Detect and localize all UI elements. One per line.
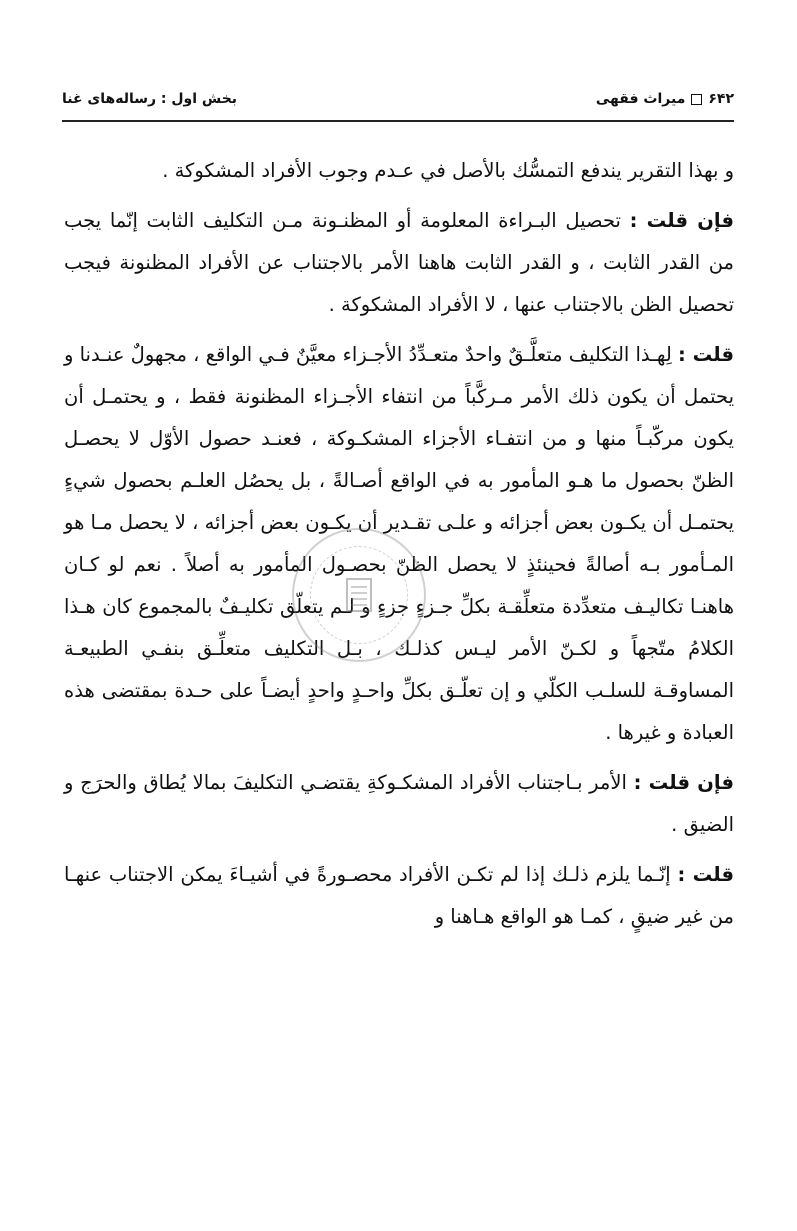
section-title: بخش اول : رساله‌های غنا [62, 91, 238, 107]
paragraph-text: تحصيل البـراءة المعلومة أو المظنـونة مـن التكليف الثابت إنّما يجب من القدر الثابت ، و القدر الثابت هاهنا الأمر بالاجتناب عن الأفراد المظنونة فيجب تحصيل الظن بالاجتناب عنها ، لا الأفراد المشكوكة . [64, 209, 734, 316]
paragraph [64, 150, 734, 192]
page-number: ۶۴۲ [708, 91, 734, 107]
paragraph [64, 762, 734, 846]
paragraph-text: و بهذا التقرير يندفع التمسُّك بالأصل في عـدم وجوب الأفراد المشكوكة . [162, 159, 734, 182]
book-title: میراث فقهی [595, 91, 686, 107]
paragraph-text: الأمر بـاجتناب الأفراد المشكـوكةِ يقتضـي التكليفَ بمالا يُطاق والحرَج و الضيق . [64, 771, 734, 836]
paragraph [64, 334, 734, 754]
paragraph-label: قلت : [677, 863, 735, 886]
paragraph [64, 854, 734, 938]
paragraph [64, 200, 734, 326]
page-title-group [596, 91, 734, 107]
paragraph-label: فإن قلت : [629, 209, 735, 232]
page-body [64, 150, 734, 946]
running-head [62, 86, 734, 112]
paragraph-label: فإن قلت : [633, 771, 735, 794]
header-divider [62, 120, 734, 122]
paragraph-text: لِهـذا التكليف متعلَّـقٌ واحدٌ متعـدِّدُ الأجـزاء معيَّنٌ فـي الواقع ، مجهولٌ عنـدنا و يحتمل أن يكون ذلك الأمر مـركَّباً من انتفاء الأجـزاء المظنونة فقط ، و يحتمـل أن يكون مركّبـاً منها و من انتفـاء الأجزاء المشكـوكة ، فعنـد حصول الأوّل لا يحصـل الظنّ بحصول ما هـو المأمور به في الواقع أصـالةً ، بل يحصُل العلـم بحصول شيءٍ يحتمـل أن يكـون بعض أجزائه و علـى تقـدير أن يكـون بعض أجزائه ، لا يحصل مـا هو المـأمور بـه أصالةً فحينئذٍ لا يحصل الظنّ بحصـول المأمور به أصلاً . نعم لو كـان هاهنـا تكاليـف متعدِّدة متعلِّقـة بكلِّ جـزءٍ جزءٍ و لـم يتعلّق تكليـفٌ بالمجموع كان هـذا الكلامُ متّجهاً و لكـنّ الأمر ليـس كذلـك ، بـل التكليف متعلِّـق بنفـي الطبيعـة المساوقـة للسلـب الكلّي و إن تعلّـق بكلِّ واحـدٍ واحدٍ أيضـاً على حـدة بمقتضى هذه العبادة و غيرها . [64, 343, 734, 744]
square-bullet-icon [691, 94, 702, 105]
paragraph-label: قلت : [678, 343, 734, 366]
paragraph-text: إنّـما يلزم ذلـك إذا لم تكـن الأفراد محصـورةً في أشيـاءَ يمكن الاجتناب عنهـا من غير ضيقٍ ، كمـا هو الواقع هـاهنا و [64, 863, 734, 928]
